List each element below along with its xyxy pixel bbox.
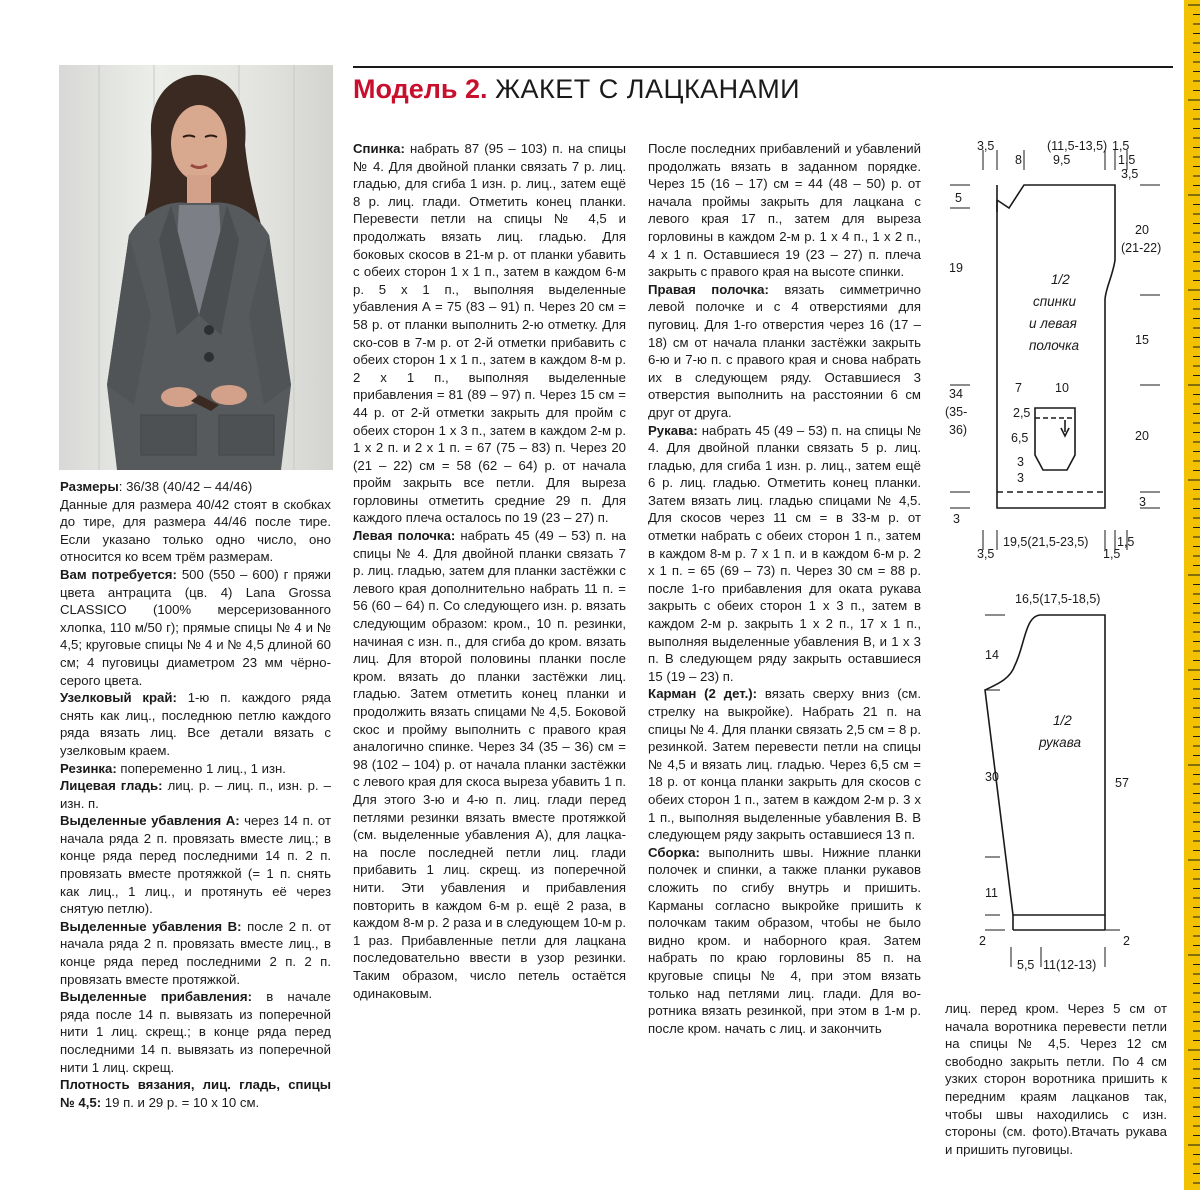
paragraph-heading: Вам потребуется: — [60, 566, 177, 582]
pocket-dim-3: 2,5 — [1013, 406, 1031, 420]
dim-left-2: 19 — [949, 261, 963, 275]
body-label-3: и левая — [1029, 316, 1077, 331]
sleeve-dim-left-2: 30 — [985, 770, 999, 784]
sleeve-dim-bottom-1: 5,5 — [1017, 958, 1035, 972]
paragraph-text: выполнить швы. Нижние планки полочек и спинки, а также планки рукавов сложить по сгибу внутрь и пришить. Карманы согласно выкройке пришить к полочкам таким образом, чтобы не было видно кром. и наборного края. Затем набрать по краю горловины 85 п. на круговые спицы № 4, при этом вязать только над петлями лиц. глади. Для воротника вязать резинкой, при этом в 1-м р. после кром. начать с лиц. и закончить — [648, 844, 921, 1036]
paragraph-heading: Размеры — [60, 479, 119, 494]
paragraph-text: лиц. р. – лиц. п., изн. р. – изн. п. — [60, 778, 331, 811]
dim-left-1: 5 — [955, 191, 962, 205]
model-number: Модель 2. — [353, 74, 488, 104]
title-rule — [353, 66, 1173, 68]
paragraph — [60, 689, 331, 759]
paragraph-heading: Плотность вязания, лиц. гладь, спицы № 4,5: — [60, 1077, 331, 1110]
dim-top-4: 9,5 — [1053, 153, 1071, 167]
sleeve-dim-bottom-2: 11(12-13) — [1043, 958, 1097, 972]
sleeve-label-1: 1/2 — [1053, 713, 1072, 728]
sleeve-dim-left-4: 2 — [979, 934, 986, 948]
paragraph-text: в начале ряда после 14 п. вывязать из поперечной нити 1 лиц. скрещ.; в конце ряда перед последними 14 п. вывязать из поперечной нити 1 лиц. скрещ. — [60, 989, 331, 1075]
dim-right-3: 15 — [1135, 333, 1149, 347]
paragraph-heading: Лицевая гладь: — [60, 778, 163, 794]
paragraph — [60, 478, 331, 496]
paragraph-text: Данные для размера 40/42 стоят в скобках до тире, для размера 44/46 после тире. Если указано только одно число, оно относится ко всем трём размерам. — [60, 496, 331, 565]
dim-right-5: 3 — [1139, 495, 1146, 509]
paragraph — [60, 1076, 331, 1111]
paragraph-text: : 36/38 (40/42 – 44/46) — [118, 479, 253, 494]
dim-top-2: 8 — [1015, 153, 1022, 167]
paragraph-text: 500 (550 – 600) г пряжи цвета антрацита (цв. 4) Lana Grossa CLASSICO (100% мерсеризованного хлопка, 110 м/50 г); прямые спицы № 4 и № 4,5; круговые спицы № 4 и № 4,5 длиной 60 см; 4 пуговицы диаметром 23 мм чёрно-серого цвета. — [60, 566, 332, 688]
body-label-1: 1/2 — [1051, 272, 1070, 287]
dim-bottom-2: 19,5(21,5-23,5) — [1003, 535, 1089, 549]
dim-bottom-3: 1,5 — [1103, 547, 1121, 561]
paragraph — [648, 422, 921, 686]
page-title — [353, 74, 800, 105]
ruler-ticks — [1184, 0, 1200, 1190]
column-sizes-materials — [60, 478, 331, 1111]
column-back-left-front — [353, 140, 626, 1002]
paragraph — [945, 1000, 1167, 1158]
column-right-front-sleeves — [648, 140, 921, 1037]
paragraph-heading: Левая полочка: — [353, 528, 456, 544]
paragraph-text: после 2 п. от начала ряда 2 п. провязать вместе лиц., в конце ряда перед последними 2 п. 2 п. провязать вместе протяжкой. — [60, 918, 331, 987]
sleeve-label-2: рукава — [1039, 735, 1081, 750]
paragraph-text: 1-ю п. каждого ряда снять как лиц., последнюю петлю каждого ряда вязать лиц. Все детали вязать с узелковым краем. — [60, 690, 331, 758]
pocket-dim-4: 6,5 — [1011, 431, 1029, 445]
sleeve-dim-top: 16,5(17,5-18,5) — [1015, 592, 1101, 606]
pocket-dim-2: 10 — [1055, 381, 1069, 395]
pocket-dim-1: 7 — [1015, 381, 1022, 395]
pocket-dim-5: 3 — [1017, 455, 1024, 469]
dim-top-3: (11,5-13,5) — [1047, 139, 1108, 153]
paragraph-text: попеременно 1 лиц., 1 изн. — [116, 760, 286, 776]
dim-top-5: 1,5 — [1112, 139, 1130, 153]
paragraph — [60, 566, 331, 689]
paragraph — [60, 777, 331, 812]
paragraph — [648, 281, 921, 422]
sleeve-pattern-schematic — [935, 585, 1180, 980]
dim-bottom-1: 3,5 — [977, 547, 995, 561]
paragraph — [648, 140, 921, 281]
paragraph-heading: Рукава: — [648, 422, 698, 438]
sleeve-outline — [985, 615, 1105, 915]
dim-top-6: 1,5 — [1118, 153, 1136, 167]
paragraph-text: лиц. перед кром. Через 5 см от начала воротника перевести петли на спицы № 4,5. Через 12 см свободно закрыть петли. По 4 см узких сторон воротника пришить к передним краям лацканов так, чтобы швы находились с изн. стороны (см. фото).Втачать рукава и пришить пуговицы. — [945, 1001, 1167, 1157]
paragraph-heading: Правая полочка: — [648, 281, 769, 297]
paragraph-text: набрать 87 (95 – 103) п. на спицы № 4. Для двойной планки связать 7 р. лиц. гладью, для сгиба 1 изн. р. лиц., затем ещё 8 р. лиц. глади. Отметить конец планки. Перевести петли на спицы № 4,5 и продолжать вязать лиц. гладью. Для боковых скосов в 21-м р. от планки убавить с обеих сторон 1 х 1 п., затем в каждом 6-м р. 5 х 1 п., выполняя выделенные убавления А = 75 (83 – 91) п. Через 20 см = 58 р. от планки выполнить 2-ю отметку. Для ско-сов в 7-м р. от 2-й отметки прибавить с обеих сторон 1 х 1 п., затем в каждом 8-м р. 2 х 1 п., выполняя выделенные прибавления = 81 (89 – 97) п. Через 15 см = 44 р. от 2-й отметки закрыть для пройм с обеих сторон 1 х 3 п., затем в каждом 2-м р. 1 х 2 п. и 2 х 1 п. = 67 (75 – 83) п. Через 20 (21 – 22) см = 58 (62 – 64) р. от начала пройм закрыть все петли. Для выреза горловины отметить средние 29 п. Для каждого плеча осталось по 19 (23 – 27) п. — [353, 141, 626, 526]
paragraph — [60, 496, 331, 566]
paragraph — [60, 812, 331, 918]
paragraph-heading: Спинка: — [353, 141, 405, 156]
dim-left-3: 34 — [949, 387, 963, 401]
dim-right-1: 20 — [1135, 223, 1149, 237]
column-assembly-end — [945, 1000, 1167, 1158]
paragraph — [353, 527, 626, 1002]
paragraph-heading: Узелковый край: — [60, 690, 177, 706]
paragraph-text: вязать сверху вниз (см. стрелку на выкройке). Набрать 21 п. на спицы № 4. Для планки связать 2,5 см = 8 р. резинкой. Затем перевести петли на спицы № 4,5 и вязать лиц. гладью. Через 6,5 см = 18 р. от конца планки закрыть для скосов с обеих сторон 1 п., затем в каждом 2-м р. 3 х 1 п., выполняя выделенные убавления В. В следующем ряду закрыть оставшиеся 13 п. — [648, 686, 921, 843]
body-pattern-schematic — [935, 130, 1180, 570]
model-photo — [59, 65, 333, 470]
paragraph-text: набрать 45 (49 – 53) п. на спицы № 4. Для двойной планки связать 7 р. лиц. гладью, затем для планки застёжки с левого края дополнительно набрать 11 п. = 56 (60 – 64) п. Со следующего изн. р. вязать следующим образом: кром., 10 п. резинки, начиная с изн. п., для сгиба до кром. вязать лиц. Для второй половины планки после кром. вязать до планки застёжки лиц. гладью. Затем отметить конец планки и продолжить вязать спицами № 4,5. Боковой скос и пройму выполнить с правого края аналогично спинке. Через 34 (35 – 36) см = 98 (102 – 104) р. от начала планки застёжки с левого края для скоса выреза убавить 1 п. Для этого 3-ю и 4-ю п. лиц. глади перед петлями резинки вязать вместе протяжкой (см. выделенные убавления А), для лацкана после последней петли лиц. глади прибавить 1 лиц. скрещ. из поперечной нити. Эти убавления и прибавления повторить в каждом 6-м р. ещё 2 раза, в каждом 8-м р. 2 раза и в следующем 10-м р. 1 раз. Прибавленные петли для лацкана последовательно ввести в узор резинки. Таким образом, число петель остаётся одинаковым. — [353, 528, 626, 1001]
body-label-4: полочка — [1029, 338, 1080, 353]
sleeve-dim-left-3: 11 — [985, 886, 998, 900]
sleeve-dim-left-1: 14 — [985, 648, 999, 662]
model-photo-illustration — [59, 65, 333, 470]
paragraph — [60, 918, 331, 988]
dim-right-2: (21-22) — [1121, 241, 1162, 255]
paragraph-text: После последних прибавлений и убавлений продолжать вязать в заданном порядке. Через 15 (16 – 17) см = 44 (48 – 50) р. от начала проймы закрыть для лацкана с левого края 17 п., затем для выреза горловины в каждом 2-м р. 1 х 4 п., 1 х 2 п., 4 х 1 п. Оставшиеся 19 (23 – 27) п. плеча закрыть с правого края на высоте спинки. — [648, 141, 921, 280]
paragraph-heading: Выделенные прибавления: — [60, 989, 252, 1005]
page-edge-ruler — [1184, 0, 1200, 1190]
dim-left-4: (35- — [945, 405, 968, 419]
paragraph — [648, 844, 921, 1038]
dim-left-5: 36) — [949, 423, 968, 437]
paragraph-text: 19 п. и 29 р. = 10 х 10 см. — [101, 1094, 260, 1110]
paragraph — [648, 685, 921, 843]
paragraph-text: через 14 п. от начала ряда 2 п. провязать вместе лиц.; в конце ряда перед последними 14 п. 2 п. провязать вместе протяжкой (= 1 п. снять как лиц., 1 лиц., и протянуть её через снятую петлю). — [60, 813, 331, 917]
paragraph-heading: Карман (2 дет.): — [648, 686, 758, 702]
paragraph — [60, 760, 331, 778]
sleeve-dim-right-1: 57 — [1115, 776, 1129, 790]
paragraph-heading: Выделенные убавления В: — [60, 918, 242, 934]
pocket-dim-6: 3 — [1017, 471, 1024, 485]
dim-left-6: 3 — [953, 512, 960, 526]
sleeve-dim-right-2: 2 — [1123, 934, 1130, 948]
paragraph-heading: Сборка: — [648, 844, 700, 860]
dim-top-7: 3,5 — [1121, 167, 1139, 181]
model-title: ЖАКЕТ С ЛАЦКАНАМИ — [495, 74, 801, 104]
dim-right-4: 20 — [1135, 429, 1149, 443]
paragraph-text: вязать симметрично левой полочке и с 4 отверстиями для пуговиц. Для 1-го отверстия через 16 (17 – 18) см от начала планки застёжки закрыть 6-ю и 7-ю п. с правого края и снова набрать их в следующем ряду. Оставшиеся 3 отверстия выполнить на расстоянии 6 см друг от друга. — [648, 281, 921, 420]
paragraph-text: набрать 45 (49 – 53) п. на спицы № 4. Для двойной планки связать 5 р. лиц. гладью, для сгиба 1 изн. р. лиц., затем ещё 6 р. лиц. гладью. Отметить конец планки. Затем вязать лиц. гладью спицами № 4,5. Для скосов через 11 см = в 33-м р. от отметки набрать с обеих сторон 1 п., затем в каждом 8-м р. 7 х 1 п. и в каждом 6-м р. 2 х 1 п. = 65 (69 – 73) п. Через 30 см = 88 р. после 1-го прибавления для оката рукава закрыть с обеих сторон 1 х 3 п., затем в каждом 2-м р. закрыть 1 х 2 п., 17 х 1 п., выполняя выделенные убавления В, и 1 х 3 п. В следующем ряду закрыть оставшиеся 15 (19 – 23) п. — [648, 422, 921, 684]
paragraph-heading: Выделенные убавления А: — [60, 813, 240, 829]
body-label-2: спинки — [1033, 294, 1076, 309]
dim-top-1: 3,5 — [977, 139, 995, 153]
dim-bottom-4: 1,5 — [1117, 535, 1135, 549]
paragraph — [353, 140, 626, 527]
paragraph-heading: Резинка: — [60, 760, 117, 776]
paragraph — [60, 988, 331, 1076]
